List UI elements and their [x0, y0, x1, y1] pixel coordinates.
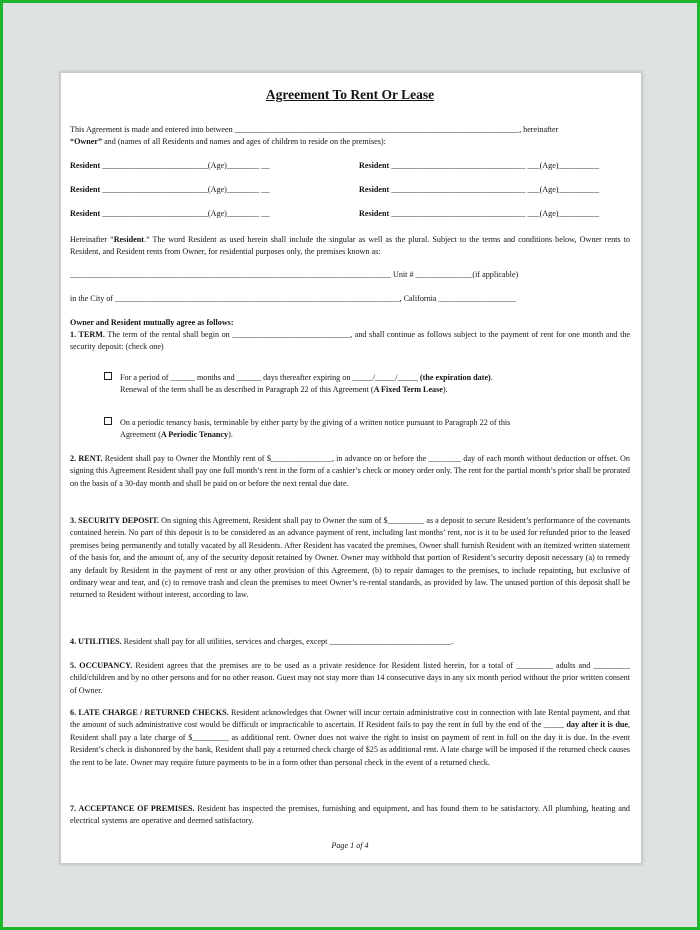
periodic-line-1	[104, 417, 630, 429]
utilities-text: Resident shall pay for all utilities, services and charges, except ______________________________.	[121, 637, 454, 646]
utilities-heading: 4. UTILITIES.	[70, 637, 122, 646]
intro-paragraph	[70, 124, 630, 149]
resident-label: Resident	[359, 209, 390, 218]
resident-blank: __________________________(Age)________ __	[100, 209, 270, 218]
occupancy-section	[70, 660, 630, 697]
resident-row	[70, 160, 630, 172]
periodic-checkbox[interactable]	[104, 417, 112, 425]
late-charge-section	[70, 707, 630, 769]
resident-blank: _________________________________ ___(Age)__________	[389, 185, 600, 194]
resident-left	[70, 161, 270, 170]
resident-right	[359, 160, 599, 172]
mutual-heading	[70, 317, 630, 329]
renewal-text: Renewal of the term shall be as described in Paragraph 22 of this Agreement (	[120, 385, 374, 395]
periodic-text-end: ).	[228, 430, 233, 440]
resident-label: Resident	[359, 161, 390, 170]
day-after-due-term: day after it is due	[566, 720, 628, 730]
rent-heading: 2. RENT.	[70, 454, 103, 463]
acceptance-heading: 7. ACCEPTANCE OF PREMISES.	[70, 804, 195, 813]
owner-term: “Owner”	[70, 137, 103, 147]
resident-label: Resident	[70, 185, 101, 194]
resident-row	[70, 208, 630, 220]
resident-blank: _________________________________ ___(Age)__________	[389, 161, 600, 170]
acceptance-text: Resident has inspected the premises, furnishing and equipment, and has found them to be satisfactory. All plumbing, heating and electrical systems are operative and deemed satisfactory.	[70, 804, 630, 826]
fixed-term-option	[104, 372, 630, 397]
late-charge-heading: 6. LATE CHARGE / RETURNED CHECKS.	[70, 708, 229, 717]
resident-label: Resident	[359, 185, 390, 194]
resident-right	[359, 208, 599, 220]
fixed-term-text-end: .	[490, 373, 493, 382]
late-charge-text: Resident acknowledges that Owner will incur certain administrative cost in connection with late Rental payment, and that the amount of such administrative cost would be difficult or impracticable to ascertain. If Resident fails to pay the rent in full by the end of the _____	[70, 708, 630, 730]
resident-row	[70, 184, 630, 196]
mutual-heading-text: Owner and Resident mutually agree as follows:	[70, 318, 234, 327]
fixed-term-line-2	[104, 384, 630, 396]
term-text: The term of the rental shall begin on _____________________________, and shall continue as follows subject to the payment of rent for one month and the security deposit: (check one)	[70, 330, 630, 352]
intro-line-2	[70, 136, 630, 148]
periodic-line-2	[104, 429, 630, 441]
intro-line-2-text: and (names of all Residents and names and ages of children to reside on the premises):	[102, 137, 386, 147]
resident-right	[359, 184, 599, 196]
term-section	[70, 329, 630, 354]
resident-left	[70, 209, 270, 218]
document-title: Agreement To Rent Or Lease	[265, 87, 435, 102]
resident-blank: __________________________(Age)________ __	[100, 185, 270, 194]
acceptance-section	[70, 803, 630, 828]
intro-line-1: This Agreement is made and entered into between ______________________________________________________________________, hereinafter	[70, 125, 559, 134]
security-deposit-heading: 3. SECURITY DEPOSIT.	[70, 516, 160, 525]
periodic-text: On a periodic tenancy basis, terminable by either party by the giving of a written notice pursuant to Paragraph 22 of this	[120, 418, 511, 427]
document-page	[60, 72, 642, 864]
fixed-term-lease-term: A Fixed Term Lease	[373, 385, 443, 395]
security-deposit-section	[70, 515, 630, 602]
expiration-date-term: (the expiration date)	[419, 373, 491, 382]
city-line: in the City of ______________________________________________________________________, California ___________________	[70, 294, 516, 303]
utilities-section	[70, 636, 630, 648]
late-charge-text-rest: , Resident shall pay a late charge of $_________ as additional rent. Owner does not waive the right to insist on payment of rent in full on the day it is due. In the event Resident’s check is dishonored by the bank, Resident shall pay a returned check charge of $25 as additional rent. A late charge will be imposed if the returned check causes the rent to be late. Owner may require future payments to be in a form other than personal check in the event of a returned check.	[70, 720, 630, 767]
renewal-text-end: ).	[442, 385, 448, 395]
hereinafter-text-rest: .” The word Resident as used herein shall include the singular as well as the plural. Subject to the terms and conditions below, Owner rents to Resident, and Resident rents from Owner, for residential purposes only, the premises known as:	[70, 235, 630, 257]
occupancy-heading: 5. OCCUPANCY.	[70, 661, 133, 670]
hereinafter-paragraph	[70, 234, 630, 259]
rent-section	[70, 453, 630, 490]
security-deposit-text: On signing this Agreement, Resident shall pay to Owner the sum of $_________ as a deposit to secure Resident’s performance of the covenants contained herein. No part of this deposit is to be considered as an advance payment of rent, including last months’ rent, nor is it to be used for refunded prior to the leased premises being permanently and totally vacated by all Residents. After Resident has vacated the premises, Owner shall furnish Resident with an itemized written statement of the basis for, and the amount of, any of the security deposit retained by Owner. Owner may withhold that portion of Resident’s security deposit necessary (a) to remedy any default by Resident in the payment of rent or any other provision of this Agreement, (b) to repair damages to the premises, to include repainting, but exclusive of ordinary wear and tear, and (c) to remove trash and clean the premises to meet Owner’s re-rental standards, as provided by law. The unused portion of this deposit shall be returned to Resident without interest, according to law.	[70, 516, 630, 600]
unit-line: _______________________________________________________________________________ Unit # ______________(if applicable)	[70, 270, 519, 279]
resident-blank: __________________________(Age)________ __	[100, 161, 270, 170]
term-heading: 1. TERM.	[70, 330, 105, 339]
fixed-term-checkbox[interactable]	[104, 372, 112, 380]
resident-label: Resident	[70, 209, 101, 218]
resident-label: Resident	[70, 161, 101, 170]
resident-term: Resident	[113, 235, 144, 244]
fixed-term-text: For a period of ______ months and ______ days thereafter expiring on _____/_____/_____	[120, 373, 420, 382]
rent-text: Resident shall pay to Owner the Monthly rent of $_______________, in advance on or before the ________ day of each month without deduction or offset. On signing this Agreement Resident shall pay one full month’s rent in the form of a cashier’s check or money order only. The rent for the partial month’s prior shall be prorated on the basis of a 30-day month and shall be paid on or before the next rental due date.	[70, 454, 630, 488]
hereinafter-text: Hereinafter “	[70, 235, 114, 244]
page-number: Page 1 of 4	[331, 841, 369, 850]
periodic-option	[104, 417, 630, 442]
fixed-term-line-1	[104, 372, 630, 384]
resident-blank: _________________________________ ___(Age)__________	[389, 209, 600, 218]
periodic-agreement-text: Agreement (	[120, 430, 161, 440]
occupancy-text: Resident agrees that the premises are to be used as a private residence for Resident listed herein, for a total of _________ adults and _________ child/children and by no other persons and for no other reason. Guest may not stay more than 14 consecutive days in any six month period without the prior written consent of Owner.	[70, 661, 630, 695]
resident-left	[70, 185, 270, 194]
periodic-tenancy-term: A Periodic Tenancy	[160, 430, 229, 440]
